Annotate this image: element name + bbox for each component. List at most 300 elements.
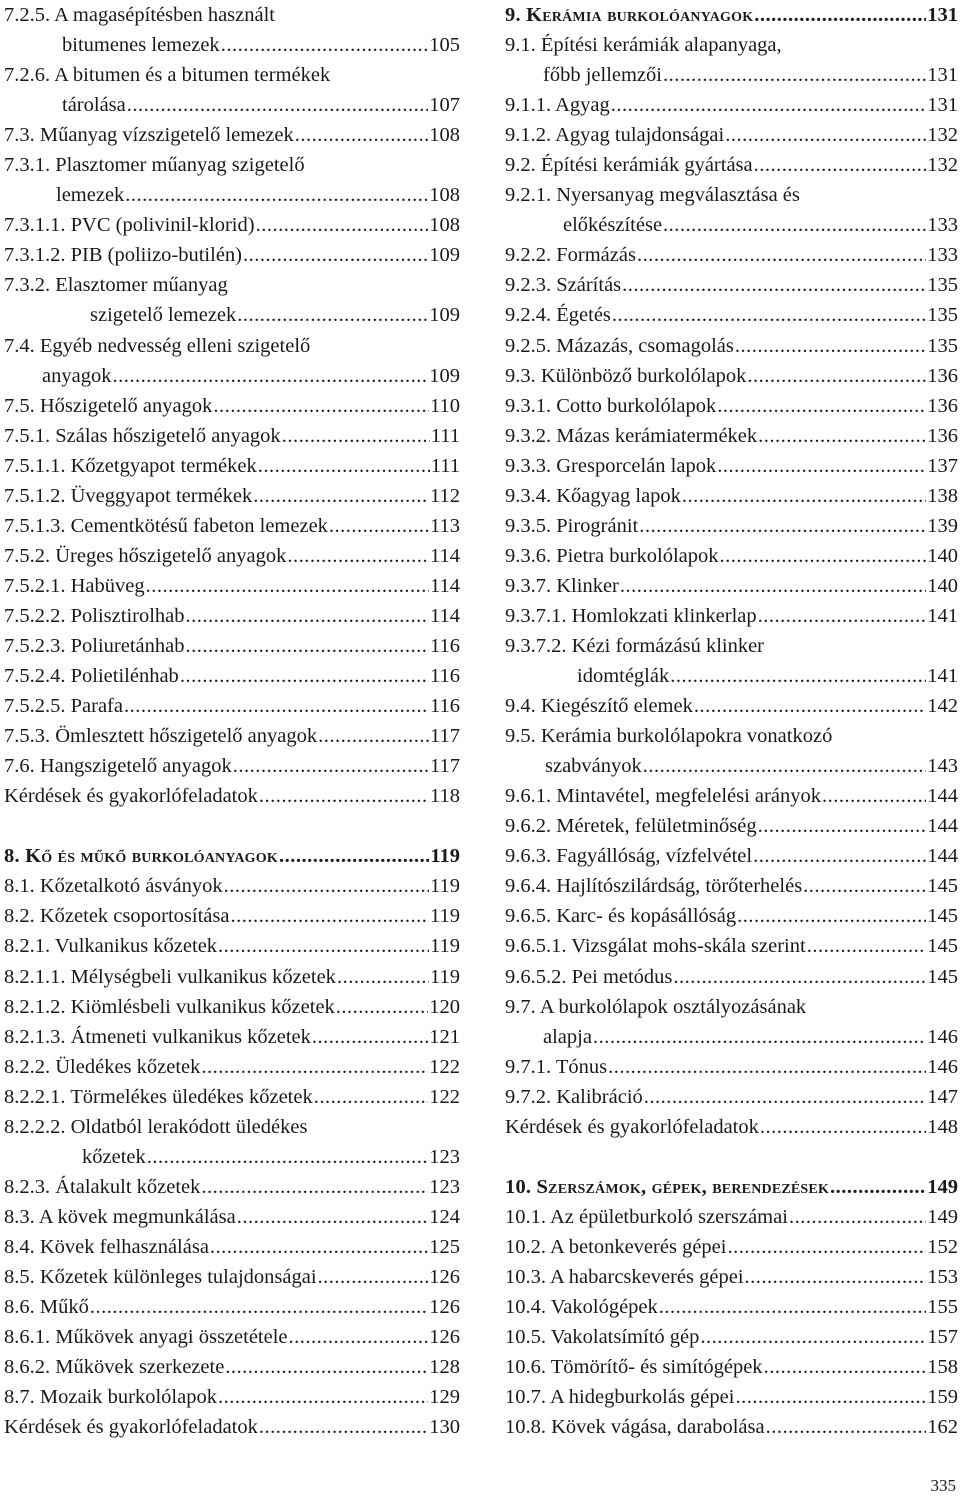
toc-entry-title: 8.2.1.1. Mélységbeli vulkanikus kőzetek: [4, 965, 336, 988]
toc-entry[interactable]: [4, 962, 460, 992]
toc-page-number: 114: [430, 574, 460, 597]
dot-leader: [682, 481, 926, 511]
toc-page-number: 136: [927, 424, 958, 447]
toc-page-number: 147: [927, 1085, 958, 1108]
toc-entry-title: 9.2.1. Nyersanyag megválasztása és: [505, 184, 800, 207]
dot-leader: [735, 1382, 926, 1412]
toc-entry-title: 7.3. Műanyag vízszigetelő lemezek: [4, 124, 294, 147]
toc-page-number: 159: [927, 1386, 958, 1409]
dot-leader: [230, 901, 429, 931]
toc-entry[interactable]: [4, 751, 460, 781]
dot-leader: [287, 541, 429, 571]
toc-page-number: 153: [927, 1265, 958, 1288]
dot-leader: [758, 811, 927, 841]
dot-leader: [727, 1232, 926, 1262]
toc-entry[interactable]: [505, 1352, 958, 1382]
toc-page-number: 145: [927, 905, 958, 928]
dot-leader: [259, 1412, 428, 1442]
toc-entry-title: 9.7.1. Tónus: [505, 1055, 608, 1078]
toc-page-number: 121: [429, 1025, 460, 1048]
toc-page-number: 158: [927, 1356, 958, 1379]
dot-leader: [700, 1322, 926, 1352]
dot-leader: [789, 1202, 926, 1232]
toc-entry-title: 7.5.2.3. Poliuretánhab: [4, 634, 185, 657]
toc-page-number: 149: [927, 1205, 958, 1228]
toc-entry-title: 9.5. Kerámia burkolólapokra vonatkozó: [505, 725, 833, 748]
dot-leader: [180, 661, 429, 691]
toc-entry-title: 9.1.1. Agyag: [505, 94, 610, 117]
toc-page-number: 136: [927, 394, 958, 417]
toc-entry-title: 10.3. A habarcskeverés gépei: [505, 1265, 744, 1288]
toc-entry-title: 8.2.2.1. Törmelékes üledékes kőzetek: [4, 1085, 313, 1108]
toc-entry-title-continued: kőzetek: [82, 1145, 146, 1168]
toc-entry[interactable]: [4, 992, 460, 1022]
dot-leader: [754, 0, 926, 30]
toc-page-number: 145: [927, 875, 958, 898]
dot-leader: [639, 511, 926, 541]
toc-page-number: 119: [430, 935, 460, 958]
toc-entry-continuation-line: [505, 210, 958, 240]
dot-leader: [766, 1412, 927, 1442]
toc-entry-title: 9.3.5. Pirogránit: [505, 514, 639, 537]
toc-entry-continuation-line: [4, 361, 460, 391]
toc-page-number: 145: [927, 935, 958, 958]
dot-leader: [318, 721, 429, 751]
dot-leader: [329, 511, 429, 541]
toc-entry[interactable]: [505, 30, 958, 90]
dot-leader: [295, 120, 429, 150]
dot-leader: [146, 571, 429, 601]
toc-entry[interactable]: [505, 1232, 958, 1262]
toc-page-number: 162: [927, 1416, 958, 1439]
toc-entry-title: 9.2.4. Égetés: [505, 304, 611, 327]
toc-page-number: 138: [927, 484, 958, 507]
toc-entry-title: 7.5.1.1. Kőzetgyapot termékek: [4, 454, 257, 477]
toc-entry[interactable]: [505, 120, 958, 150]
toc-entry-title: 9.6.3. Fagyállóság, vízfelvétel: [505, 845, 753, 868]
dot-leader: [124, 691, 429, 721]
dot-leader: [243, 240, 428, 270]
toc-page-number: 135: [927, 304, 958, 327]
toc-entry-title: 7.5.2.1. Habüveg: [4, 574, 145, 597]
toc-entry[interactable]: [4, 571, 460, 601]
dot-leader: [760, 1112, 926, 1142]
toc-entry[interactable]: [4, 1352, 460, 1382]
toc-entry-title: 7.6. Hangszigetelő anyagok: [4, 755, 232, 778]
toc-entry[interactable]: [505, 240, 958, 270]
dot-leader: [218, 931, 429, 961]
dot-leader: [201, 1172, 428, 1202]
toc-entry[interactable]: [505, 841, 958, 871]
dot-leader: [282, 421, 430, 451]
toc-entry[interactable]: [505, 781, 958, 811]
dot-leader: [663, 210, 926, 240]
toc-entry-title: 9.3.6. Pietra burkolólapok: [505, 544, 719, 567]
toc-entry-title: Kérdések és gyakorlófeladatok: [4, 785, 258, 808]
toc-entry[interactable]: [4, 60, 460, 120]
toc-page-number: 110: [430, 394, 460, 417]
dot-leader: [201, 1052, 428, 1082]
toc-entry-title: 7.5.1. Szálas hőszigetelő anyagok: [4, 424, 281, 447]
toc-entry-title: 9.3.2. Mázas kerámiatermékek: [505, 424, 758, 447]
dot-leader: [253, 481, 429, 511]
toc-spacer: [505, 1142, 958, 1172]
toc-page-number: 122: [429, 1055, 460, 1078]
toc-entry-title: 7.5. Hőszigetelő anyagok: [4, 394, 213, 417]
dot-leader: [237, 1202, 429, 1232]
toc-entry[interactable]: [4, 1082, 460, 1112]
toc-entry[interactable]: [4, 661, 460, 691]
toc-entry-title: 7.4. Egyéb nedvesség elleni szigetelő: [4, 334, 311, 357]
dot-leader: [258, 451, 430, 481]
toc-entry-title: 9.3.3. Gresporcelán lapok: [505, 454, 717, 477]
dot-leader: [663, 60, 926, 90]
toc-entry-title-continued: főbb jellemzői: [543, 64, 662, 87]
toc-spacer: [4, 811, 460, 841]
toc-entry[interactable]: [505, 691, 958, 721]
toc-entry-title: 7.3.1.2. PIB (poliizo-butilén): [4, 244, 243, 267]
toc-entry-title: 9.2.5. Mázazás, csomagolás: [505, 334, 734, 357]
toc-entry-title: 7.5.1.3. Cementkötésű fabeton lemezek: [4, 514, 328, 537]
toc-entry-title: 9.2. Építési kerámiák gyártása: [505, 154, 753, 177]
dot-leader: [337, 962, 429, 992]
dot-leader: [125, 180, 428, 210]
toc-entry[interactable]: [505, 811, 958, 841]
toc-entry-title: 7.3.1.1. PVC (polivinil-klorid): [4, 214, 255, 237]
toc-entry-title: 10.5. Vakolatsímító gép: [505, 1326, 700, 1349]
toc-entry[interactable]: [505, 721, 958, 781]
toc-page-number: 149: [927, 1175, 958, 1198]
toc-entry[interactable]: [4, 120, 460, 150]
toc-page-number: 152: [927, 1235, 958, 1258]
toc-entry[interactable]: [505, 361, 958, 391]
toc-entry-title: 8.2. Kőzetek csoportosítása: [4, 905, 230, 928]
toc-page-number: 119: [430, 905, 460, 928]
toc-entry[interactable]: [4, 210, 460, 240]
toc-entry[interactable]: [4, 511, 460, 541]
toc-entry-title: 7.2.6. A bitumen és a bitumen termékek: [4, 64, 331, 87]
dot-leader: [224, 871, 429, 901]
toc-entry[interactable]: [505, 1412, 958, 1442]
toc-entry[interactable]: [4, 1172, 460, 1202]
dot-leader: [764, 1352, 927, 1382]
toc-entry-title: 9.3.7. Klinker: [505, 574, 619, 597]
toc-page-number: 126: [429, 1296, 460, 1319]
toc-entry-title: 9.6.5.2. Pei metódus: [505, 965, 673, 988]
toc-entry-title: 9.1. Építési kerámiák alapanyaga,: [505, 34, 782, 57]
toc-entry-continuation-line: [505, 751, 958, 781]
toc-page-number: 119: [430, 875, 460, 898]
toc-entry-title: 9.3.7.1. Homlokzati klinkerlap: [505, 604, 757, 627]
toc-entry[interactable]: [505, 1052, 958, 1082]
toc-page-number: 117: [430, 755, 460, 778]
toc-entry[interactable]: [505, 1202, 958, 1232]
toc-entry[interactable]: [4, 781, 460, 811]
dot-leader: [673, 962, 926, 992]
toc-entry[interactable]: [4, 1022, 460, 1052]
toc-page-number: 111: [430, 454, 460, 477]
toc-entry[interactable]: [505, 90, 958, 120]
toc-page-number: 108: [429, 184, 460, 207]
toc-entry-title: 7.5.3. Ömlesztett hőszigetelő anyagok: [4, 725, 318, 748]
toc-entry-title: 7.3.1. Plasztomer műanyag szigetelő: [4, 154, 305, 177]
toc-entry-continuation-line: [4, 90, 460, 120]
toc-page-number: 133: [927, 244, 958, 267]
toc-entry-continuation-line: [505, 661, 958, 691]
toc-page-number: 109: [429, 304, 460, 327]
toc-entry-continuation-line: [4, 180, 460, 210]
dot-leader: [803, 871, 926, 901]
dot-leader: [318, 1262, 429, 1292]
toc-entry[interactable]: [505, 931, 958, 961]
toc-page-number: 144: [927, 785, 958, 808]
dot-leader: [336, 992, 428, 1022]
toc-entry[interactable]: [4, 481, 460, 511]
toc-entry[interactable]: [505, 391, 958, 421]
dot-leader: [233, 751, 429, 781]
toc-entry[interactable]: [4, 1232, 460, 1262]
toc-entry-title: 10.4. Vakológépek: [505, 1296, 658, 1319]
toc-entry-title: 9.6.5. Karc- és kopásállóság: [505, 905, 737, 928]
dot-leader: [593, 1022, 926, 1052]
chapter-title: 8. Kő és műkő burkolóanyagok: [4, 845, 278, 868]
toc-entry[interactable]: [4, 451, 460, 481]
toc-entry[interactable]: [505, 451, 958, 481]
toc-entry-title: 9.6.5.1. Vizsgálat mohs-skála szerint: [505, 935, 806, 958]
toc-entry-title: 9.1.2. Agyag tulajdonságai: [505, 124, 725, 147]
toc-left-column: [4, 0, 460, 1442]
dot-leader: [259, 781, 429, 811]
toc-entry-title: 10.1. Az épületburkoló szerszámai: [505, 1205, 788, 1228]
dot-leader: [758, 421, 926, 451]
dot-leader: [644, 1082, 926, 1112]
toc-entry-title-continued: alapja: [543, 1025, 592, 1048]
dot-leader: [717, 451, 926, 481]
toc-entry[interactable]: [505, 300, 958, 330]
toc-page-number: 148: [927, 1115, 958, 1138]
toc-page-number: 118: [430, 785, 460, 808]
toc-entry[interactable]: [505, 962, 958, 992]
toc-entry-title: 8.3. A kövek megmunkálása: [4, 1205, 236, 1228]
toc-page-number: 113: [430, 514, 460, 537]
toc-page-number: 123: [429, 1175, 460, 1198]
toc-entry[interactable]: [4, 691, 460, 721]
toc-page-number: 132: [927, 124, 958, 147]
toc-entry[interactable]: [4, 901, 460, 931]
toc-page-number: 146: [927, 1055, 958, 1078]
toc-entry[interactable]: [4, 270, 460, 330]
toc-page-number: 155: [927, 1296, 958, 1319]
toc-entry[interactable]: [4, 1262, 460, 1292]
dot-leader: [622, 270, 926, 300]
toc-entry[interactable]: [505, 1292, 958, 1322]
toc-entry[interactable]: [4, 601, 460, 631]
toc-page-number: 129: [429, 1386, 460, 1409]
toc-entry-title: Kérdések és gyakorlófeladatok: [4, 1416, 258, 1439]
toc-page-number: 117: [430, 725, 460, 748]
toc-entry-title: 9.6.1. Mintavétel, megfelelési arányok: [505, 785, 821, 808]
toc-entry-title: 8.4. Kövek felhasználása: [4, 1235, 209, 1258]
toc-entry-title: 10.7. A hidegburkolás gépei: [505, 1386, 735, 1409]
dot-leader: [643, 751, 926, 781]
toc-entry[interactable]: [4, 1292, 460, 1322]
dot-leader: [186, 631, 430, 661]
toc-entry[interactable]: [4, 1382, 460, 1412]
toc-page-number: 109: [429, 364, 460, 387]
toc-entry[interactable]: [505, 571, 958, 601]
toc-entry-title: 8.2.2.2. Oldatból lerakódott üledékes: [4, 1115, 308, 1138]
toc-page-number: 124: [429, 1205, 460, 1228]
toc-entry[interactable]: [505, 511, 958, 541]
dot-leader: [218, 1382, 428, 1412]
toc-chapter-heading[interactable]: [4, 841, 460, 871]
toc-entry-title: 9.6.4. Hajlítószilárdság, törőterhelés: [505, 875, 803, 898]
dot-leader: [90, 1292, 428, 1322]
toc-entry-continuation-line: [4, 1142, 460, 1172]
toc-page-number: 128: [429, 1356, 460, 1379]
toc-entry[interactable]: [505, 992, 958, 1052]
toc-page-number: 126: [429, 1326, 460, 1349]
toc-entry-title: 7.5.2.4. Polietilénhab: [4, 665, 179, 688]
toc-entry[interactable]: [4, 331, 460, 391]
toc-page-number: 135: [927, 334, 958, 357]
dot-leader: [758, 601, 927, 631]
toc-entry[interactable]: [505, 631, 958, 691]
toc-entry-title: 8.5. Kőzetek különleges tulajdonságai: [4, 1265, 317, 1288]
toc-entry[interactable]: [505, 1112, 958, 1142]
dot-leader: [747, 361, 926, 391]
toc-entry-title: 9.3.4. Kőagyag lapok: [505, 484, 681, 507]
toc-entry[interactable]: [4, 1412, 460, 1442]
toc-entry-continuation-line: [505, 60, 958, 90]
toc-page-number: 111: [430, 424, 460, 447]
toc-entry[interactable]: [505, 481, 958, 511]
toc-entry-title: 8.2.3. Átalakult kőzetek: [4, 1175, 201, 1198]
toc-page-number: 146: [927, 1025, 958, 1048]
toc-entry-continuation-line: [4, 30, 460, 60]
toc-page-number: 132: [927, 154, 958, 177]
toc-entry-title: 7.2.5. A magasépítésben használt: [4, 4, 275, 26]
dot-leader: [720, 541, 927, 571]
toc-entry[interactable]: [4, 240, 460, 270]
toc-entry-title: 8.7. Mozaik burkolólapok: [4, 1386, 217, 1409]
toc-entry-title: 8.2.2. Üledékes kőzetek: [4, 1055, 201, 1078]
toc-entry-title: 10.8. Kövek vágása, darabolása: [505, 1416, 765, 1439]
toc-entry[interactable]: [4, 1322, 460, 1352]
toc-entry[interactable]: [505, 421, 958, 451]
toc-chapter-heading[interactable]: [505, 0, 958, 30]
toc-chapter-heading[interactable]: [505, 1172, 958, 1202]
toc-entry[interactable]: [4, 631, 460, 661]
dot-leader: [608, 1052, 926, 1082]
toc-entry-title: 10.6. Tömörítő- és simítógépek: [505, 1356, 763, 1379]
toc-page-number: 130: [429, 1416, 460, 1439]
dot-leader: [830, 1172, 926, 1202]
toc-entry[interactable]: [505, 331, 958, 361]
toc-entry-title: 9.2.2. Formázás: [505, 244, 636, 267]
toc-entry[interactable]: [505, 1262, 958, 1292]
toc-entry[interactable]: [505, 180, 958, 240]
toc-entry-title: 7.5.2. Üreges hőszigetelő anyagok: [4, 544, 287, 567]
toc-entry[interactable]: [4, 1052, 460, 1082]
toc-entry-title: Kérdések és gyakorlófeladatok: [505, 1115, 759, 1138]
toc-entry[interactable]: [4, 150, 460, 210]
dot-leader: [620, 571, 926, 601]
dot-leader: [754, 150, 927, 180]
toc-page-number: 137: [927, 454, 958, 477]
toc-page-number: 140: [927, 544, 958, 567]
toc-entry-title-continued: lemezek: [56, 184, 125, 207]
toc-entry-title-continued: idomtéglák: [577, 665, 670, 688]
toc-entry[interactable]: [505, 1082, 958, 1112]
toc-entry-title: 9.4. Kiegészítő elemek: [505, 695, 693, 718]
toc-entry[interactable]: [4, 421, 460, 451]
dot-leader: [735, 331, 926, 361]
toc-page-number: 108: [429, 214, 460, 237]
toc-page-number: 141: [927, 604, 958, 627]
toc-entry[interactable]: [4, 391, 460, 421]
toc-page-number: 123: [429, 1145, 460, 1168]
toc-page-number: 108: [429, 124, 460, 147]
toc-page-number: 116: [430, 634, 460, 657]
dot-leader: [256, 210, 429, 240]
toc-entry[interactable]: [505, 871, 958, 901]
toc-entry-title: 8.6.1. Műkövek anyagi összetétele: [4, 1326, 288, 1349]
toc-entry-title-continued: szigetelő lemezek: [90, 304, 237, 327]
toc-entry[interactable]: [4, 721, 460, 751]
toc-page-number: 144: [927, 845, 958, 868]
dot-leader: [611, 90, 926, 120]
toc-entry[interactable]: [505, 601, 958, 631]
toc-entry[interactable]: [4, 871, 460, 901]
toc-entry-title: 9.7.2. Kalibráció: [505, 1085, 643, 1108]
toc-page-number: 119: [430, 845, 460, 868]
chapter-title: 10. Szerszámok, gépek, berendezések: [505, 1175, 830, 1198]
dot-leader: [807, 931, 927, 961]
toc-entry[interactable]: [505, 270, 958, 300]
toc-page-number: 125: [429, 1235, 460, 1258]
toc-entry[interactable]: [505, 1382, 958, 1412]
dot-leader: [659, 1292, 926, 1322]
toc-page-number: 136: [927, 364, 958, 387]
toc-entry-title: 7.5.2.2. Polisztirolhab: [4, 604, 185, 627]
toc-entry-title: 7.3.2. Elasztomer műanyag: [4, 274, 228, 297]
dot-leader: [745, 1262, 927, 1292]
toc-right-column: [505, 0, 958, 1442]
dot-leader: [725, 120, 926, 150]
toc-entry-title-continued: szabványok: [545, 755, 642, 778]
toc-entry[interactable]: [4, 541, 460, 571]
toc-page-number: 135: [927, 274, 958, 297]
toc-page-number: 114: [430, 544, 460, 567]
toc-entry[interactable]: [505, 1322, 958, 1352]
dot-leader: [822, 781, 926, 811]
toc-entry[interactable]: [4, 1202, 460, 1232]
toc-entry[interactable]: [4, 931, 460, 961]
toc-entry-title-continued: tárolása: [62, 94, 126, 117]
toc-page-number: 122: [429, 1085, 460, 1108]
toc-page-number: 120: [429, 995, 460, 1018]
toc-entry-title: 7.5.2.5. Parafa: [4, 695, 123, 718]
toc-entry[interactable]: [505, 541, 958, 571]
toc-page-number: 139: [927, 514, 958, 537]
toc-entry-continuation-line: [4, 300, 460, 330]
toc-page-number: 143: [927, 755, 958, 778]
toc-entry[interactable]: [505, 901, 958, 931]
toc-entry[interactable]: [4, 0, 460, 60]
toc-entry[interactable]: [4, 1112, 460, 1172]
toc-entry[interactable]: [505, 150, 958, 180]
